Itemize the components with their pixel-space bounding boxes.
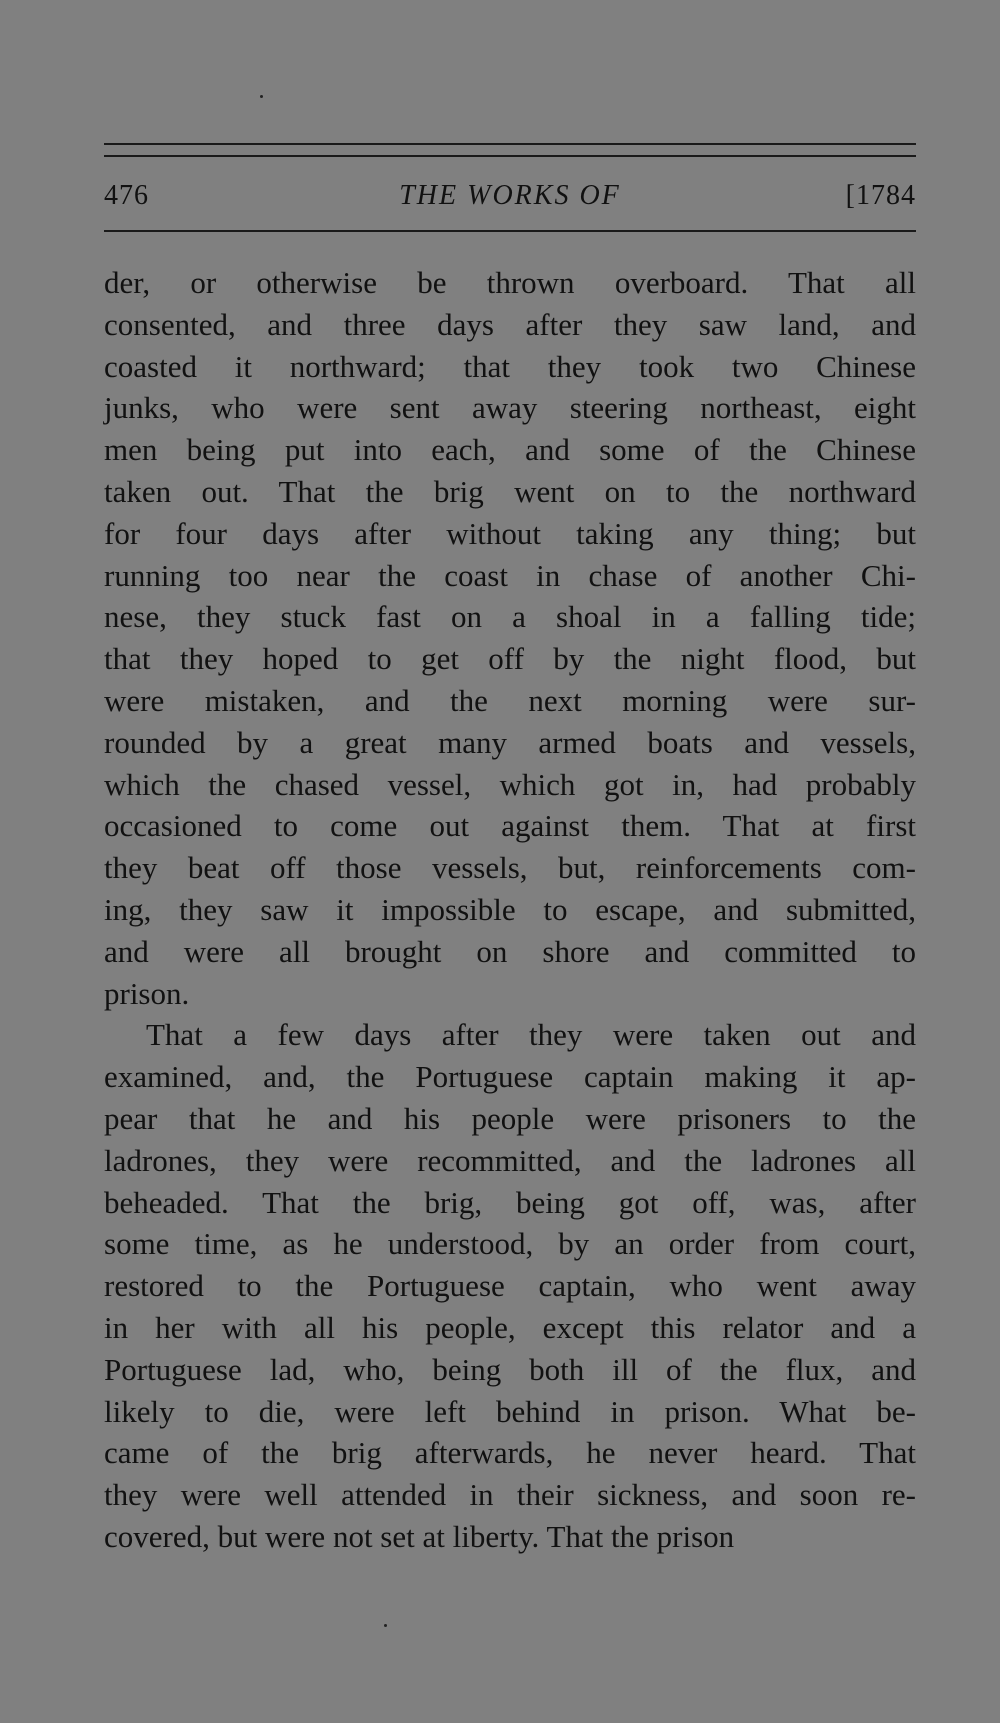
header-rule-second (104, 155, 916, 157)
text-line: consented, and three days after they saw land, and (104, 306, 916, 342)
text-line: taken out. That the brig went on to the northward (104, 473, 916, 509)
text-line: ladrones, they were recommitted, and the ladrones all (104, 1142, 916, 1178)
text-line: and were all brought on shore and committed to (104, 933, 916, 969)
text-line: came of the brig afterwards, he never heard. That (104, 1435, 916, 1471)
text-line: pear that he and his people were prisoners to the (104, 1100, 916, 1136)
text-line: junks, who were sent away steering northeast, eight (104, 390, 916, 426)
text-line: That a few days after they were taken out and (146, 1017, 916, 1053)
text-line: Portuguese lad, who, being both ill of the flux, and (104, 1351, 916, 1387)
text-line: covered, but were not set at liberty. That the prison (104, 1518, 735, 1554)
page-number: 476 (104, 180, 149, 211)
text-line: prison. (104, 975, 190, 1011)
text-line: der, or otherwise be thrown overboard. That all (104, 265, 916, 300)
text-line: examined, and, the Portuguese captain making it ap- (104, 1059, 916, 1095)
running-title: THE WORKS OF (399, 180, 621, 211)
text-line: were mistaken, and the next morning were sur- (104, 682, 916, 718)
text-line: in her with all his people, except this relator and a (104, 1309, 916, 1345)
text-line: they beat off those vessels, but, reinforcements com- (104, 850, 916, 886)
text-line: they were well attended in their sickness, and soon re- (104, 1477, 916, 1513)
text-line: running too near the coast in chase of another Chi- (104, 557, 916, 593)
running-year: [1784 (845, 180, 916, 211)
text-line: that they hoped to get off by the night flood, but (104, 641, 916, 677)
ink-speck (260, 95, 263, 98)
paragraph (104, 1014, 916, 1557)
text-line: men being put into each, and some of the Chinese (104, 432, 916, 468)
header-rule-top (104, 143, 916, 145)
ink-speck (384, 1624, 387, 1627)
running-head (104, 176, 916, 216)
text-line: for four days after without taking any thing; but (104, 515, 916, 551)
text-line: ing, they saw it impossible to escape, and submitted, (104, 891, 916, 927)
paragraph (104, 262, 916, 1014)
text-line: coasted it northward; that they took two Chinese (104, 348, 916, 384)
body-text (104, 262, 916, 1558)
text-line: occasioned to come out against them. That at first (104, 808, 916, 844)
text-line: likely to die, were left behind in prison. What be- (104, 1393, 916, 1429)
text-line: nese, they stuck fast on a shoal in a falling tide; (104, 599, 916, 635)
header-rule-bottom (104, 230, 916, 232)
text-line: restored to the Portuguese captain, who went away (104, 1268, 916, 1304)
text-line: some time, as he understood, by an order from court, (104, 1226, 916, 1262)
text-line: beheaded. That the brig, being got off, was, after (104, 1184, 916, 1220)
text-line: rounded by a great many armed boats and vessels, (104, 724, 916, 760)
text-line: which the chased vessel, which got in, had probably (104, 766, 916, 802)
